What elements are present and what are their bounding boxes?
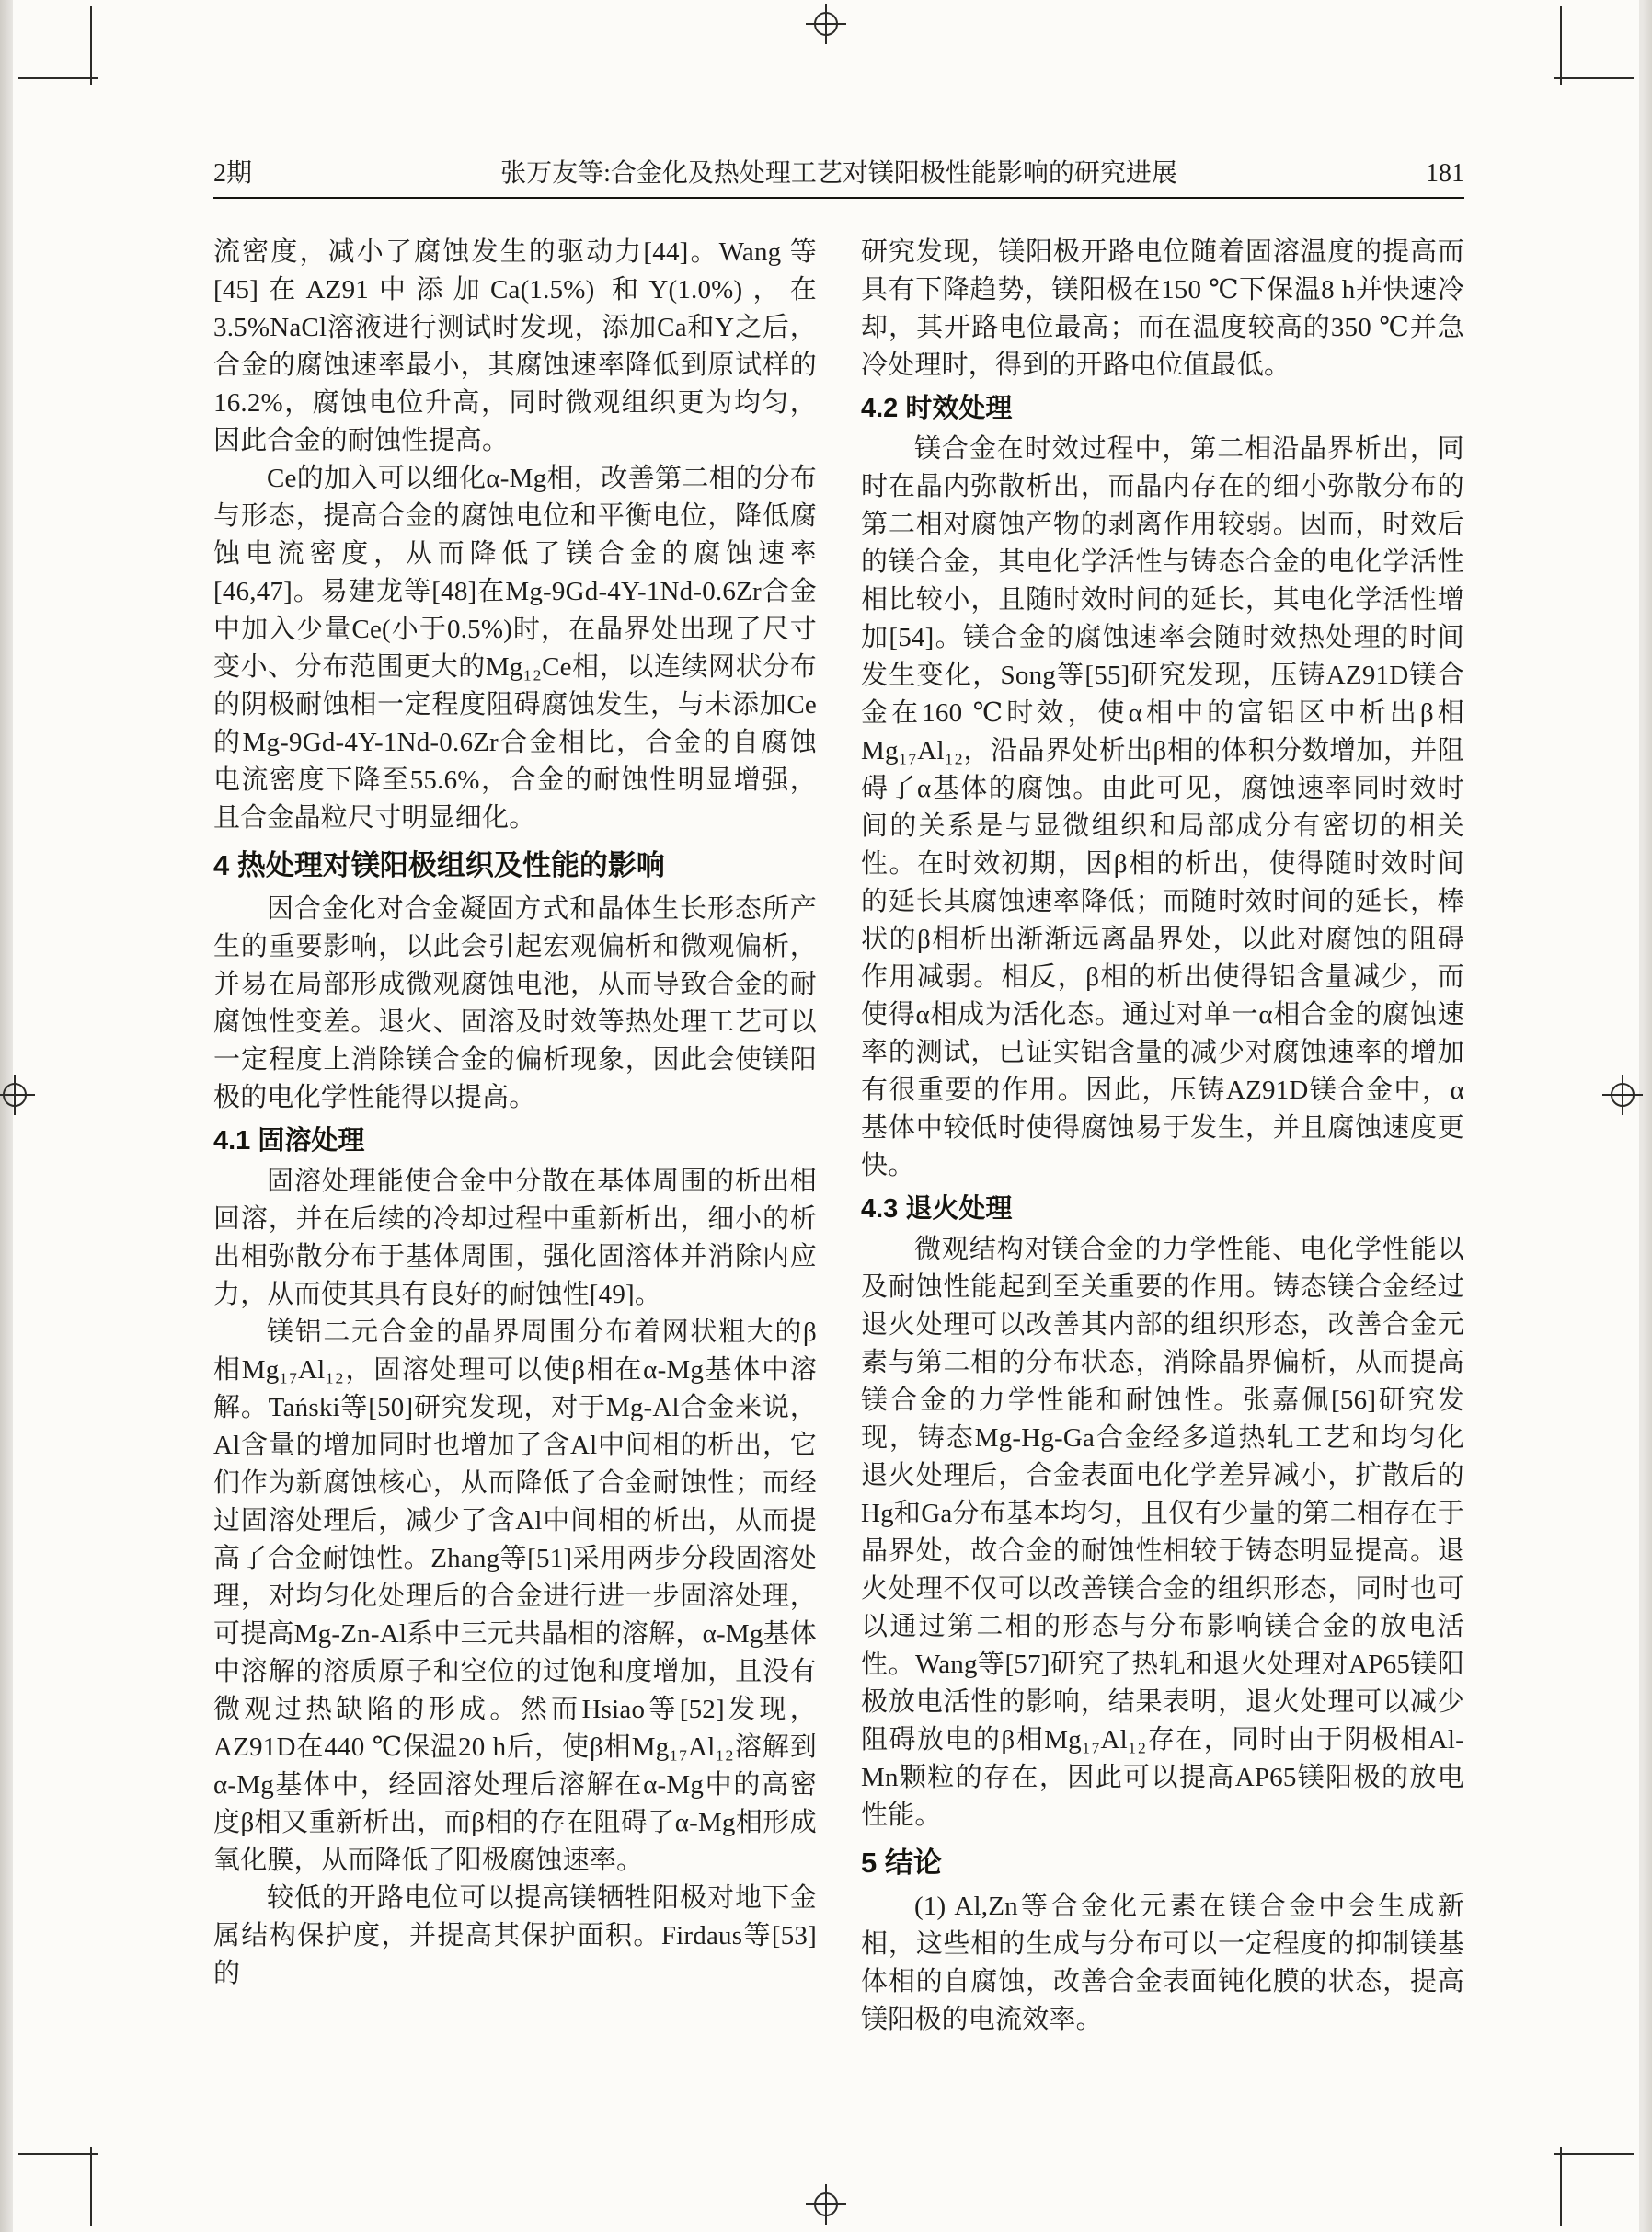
registration-mark-top-center-icon xyxy=(806,4,846,44)
crop-mark-bottom-right-horizontal xyxy=(1554,2153,1634,2155)
scan-edge-shade-left xyxy=(0,0,13,2232)
paragraph: 流密度，减小了腐蚀发生的驱动力[44]。Wang 等[45]在AZ91中添加Ca(1.5%) 和Y(1.0%)，在3.5%NaCl溶液进行测试时发现，添加Ca和Y之后，合金的腐蚀速率最小，其腐蚀速率降低到原试样的16.2%，腐蚀电位升高，同时微观组织更为均匀，因此合金的耐蚀性提高。 xyxy=(213,237,817,455)
crop-mark-bottom-left-vertical xyxy=(90,2147,92,2226)
scan-edge-shade-right xyxy=(1643,0,1652,2232)
crop-mark-top-right-vertical xyxy=(1560,6,1562,85)
page-number: 181 xyxy=(1426,159,1464,188)
section-heading-4-3: 4.3 退火处理 xyxy=(861,1194,1013,1224)
paragraph: 固溶处理能使合金中分散在基体周围的析出相回溶，并在后续的冷却过程中重新析出，细小的析出相弥散分布于基体周围，强化固溶体并消除内应力，从而使其具有良好的耐蚀性[49]。 xyxy=(213,1167,817,1309)
crop-mark-bottom-right-vertical xyxy=(1560,2147,1562,2226)
paragraph: 镁合金在时效过程中，第二相沿晶界析出，同时在晶内弥散析出，而晶内存在的细小弥散分布的第二相对腐蚀产物的剥离作用较弱。因而，时效后的镁合金，其电化学活性与铸态合金的电化学活性相比较小，且随时效时间的延长，其电化学活性增加[54]。镁合金的腐蚀速率会随时效热处理的时间发生变化，Song等[55]研究发现，压铸AZ91D镁合金在160 ℃时效，使α相中的富铝区中析出β相Mg₁₇Al₁₂，沿晶界处析出β相的体积分数增加，并阻碍了α基体的腐蚀。由此可见，腐蚀速率同时效时间的关系是与显微组织和局部成分有密切的相关性。在时效初期，因β相的析出，使得随时效时间的延长其腐蚀速率降低；而随时效时间的延长，棒状的β相析出渐渐远离晶界处，以此对腐蚀的阻碍作用减弱。相反，β相的析出使得铝含量减少，而使得α相成为活化态。通过对单一α相合金的腐蚀速率的测试，已证实铝含量的减少对腐蚀速率的增加有很重要的作用。因此，压铸AZ91D镁合金中，α基体中较低时使得腐蚀易于发生，并且腐蚀速度更快。 xyxy=(861,434,1464,1180)
crop-mark-top-left-vertical xyxy=(90,6,92,85)
text-columns xyxy=(213,234,1464,2039)
header-rule xyxy=(213,197,1464,199)
section-heading-4-1: 4.1 固溶处理 xyxy=(213,1126,365,1156)
journal-issue: 2期 xyxy=(213,159,253,188)
right-column xyxy=(861,234,1464,2039)
running-title: 张万友等:合金化及热处理工艺对镁阳极性能影响的研究进展 xyxy=(500,159,1177,188)
page-header xyxy=(213,153,1464,186)
crop-mark-top-right-horizontal xyxy=(1554,77,1634,79)
crop-mark-bottom-left-horizontal xyxy=(18,2153,98,2155)
section-heading-4-2: 4.2 时效处理 xyxy=(861,394,1013,423)
registration-mark-right-middle-icon xyxy=(1602,1075,1643,1115)
paragraph: Ce的加入可以细化α-Mg相，改善第二相的分布与形态，提高合金的腐蚀电位和平衡电位，降低腐蚀电流密度，从而降低了镁合金的腐蚀速率[46,47]。易建龙等[48]在Mg-9Gd-4Y-1Nd-0.6Zr合金中加入少量Ce(小于0.5%)时，在晶界处出现了尺寸变小、分布范围更大的Mg₁₂Ce相，以连续网状分布的阴极耐蚀相一定程度阻碍腐蚀发生，与未添加Ce的Mg-9Gd-4Y-1Nd-0.6Zr合金相比，合金的自腐蚀电流密度下降至55.6%，合金的耐蚀性明显增强，且合金晶粒尺寸明显细化。 xyxy=(213,464,817,833)
registration-mark-bottom-center-icon xyxy=(806,2184,846,2225)
left-column xyxy=(213,234,817,2039)
paragraph: 较低的开路电位可以提高镁牺牲阳极对地下金属结构保护度，并提高其保护面积。Firdaus等[53]的 xyxy=(213,1883,817,1988)
section-heading-5: 5 结论 xyxy=(861,1847,942,1879)
crop-mark-top-left-horizontal xyxy=(18,77,98,79)
paper-page xyxy=(13,0,1639,2232)
registration-mark-left-middle-icon xyxy=(0,1075,35,1115)
paragraph: 镁铝二元合金的晶界周围分布着网状粗大的β相Mg₁₇Al₁₂，固溶处理可以使β相在α-Mg基体中溶解。Tański等[50]研究发现，对于Mg-Al合金来说，Al含量的增加同时也增加了含Al中间相的析出，它们作为新腐蚀核心，从而降低了合金耐蚀性；而经过固溶处理后，减少了含Al中间相的析出，从而提高了合金耐蚀性。Zhang等[51]采用两步分段固溶处理，对均匀化处理后的合金进行进一步固溶处理，可提高Mg-Zn-Al系中三元共晶相的溶解，α-Mg基体中溶解的溶质原子和空位的过饱和度增加，且没有微观过热缺陷的形成。然而Hsiao等[52]发现，AZ91D在440 ℃保温20 h后，使β相Mg₁₇Al₁₂溶解到α-Mg基体中，经固溶处理后溶解在α-Mg中的高密度β相又重新析出，而β相的存在阻碍了α-Mg相形成氧化膜，从而降低了阳极腐蚀速率。 xyxy=(213,1317,817,1875)
paragraph: (1) Al,Zn等合金化元素在镁合金中会生成新相，这些相的生成与分布可以一定程度的抑制镁基体相的自腐蚀，改善合金表面钝化膜的状态，提高镁阳极的电流效率。 xyxy=(861,1892,1464,2034)
paragraph: 因合金化对合金凝固方式和晶体生长形态所产生的重要影响，以此会引起宏观偏析和微观偏析，并易在局部形成微观腐蚀电池，从而导致合金的耐腐蚀性变差。退火、固溶及时效等热处理工艺可以一定程度上消除镁合金的偏析现象，因此会使镁阳极的电化学性能得以提高。 xyxy=(213,894,817,1112)
section-heading-4: 4 热处理对镁阳极组织及性能的影响 xyxy=(213,849,665,881)
paragraph: 微观结构对镁合金的力学性能、电化学性能以及耐蚀性能起到至关重要的作用。铸态镁合金经过退火处理可以改善其内部的组织形态，改善合金元素与第二相的分布状态，消除晶界偏析，从而提高镁合金的力学性能和耐蚀性。张嘉佩[56]研究发现，铸态Mg-Hg-Ga合金经多道热轧工艺和均匀化退火处理后，合金表面电化学差异减小，扩散后的Hg和Ga分布基本均匀，且仅有少量的第二相存在于晶界处，故合金的耐蚀性相较于铸态明显提高。退火处理不仅可以改善镁合金的组织形态，同时也可以通过第二相的形态与分布影响镁合金的放电活性。Wang等[57]研究了热轧和退火处理对AP65镁阳极放电活性的影响，结果表明，退火处理可以减少阻碍放电的β相Mg₁₇Al₁₂存在，同时由于阴极相Al-Mn颗粒的存在，因此可以提高AP65镁阳极的放电性能。 xyxy=(861,1235,1464,1830)
paragraph: 研究发现，镁阳极开路电位随着固溶温度的提高而具有下降趋势，镁阳极在150 ℃下保温8 h并快速冷却，其开路电位最高；而在温度较高的350 ℃并急冷处理时，得到的开路电位值最低。 xyxy=(861,237,1464,380)
